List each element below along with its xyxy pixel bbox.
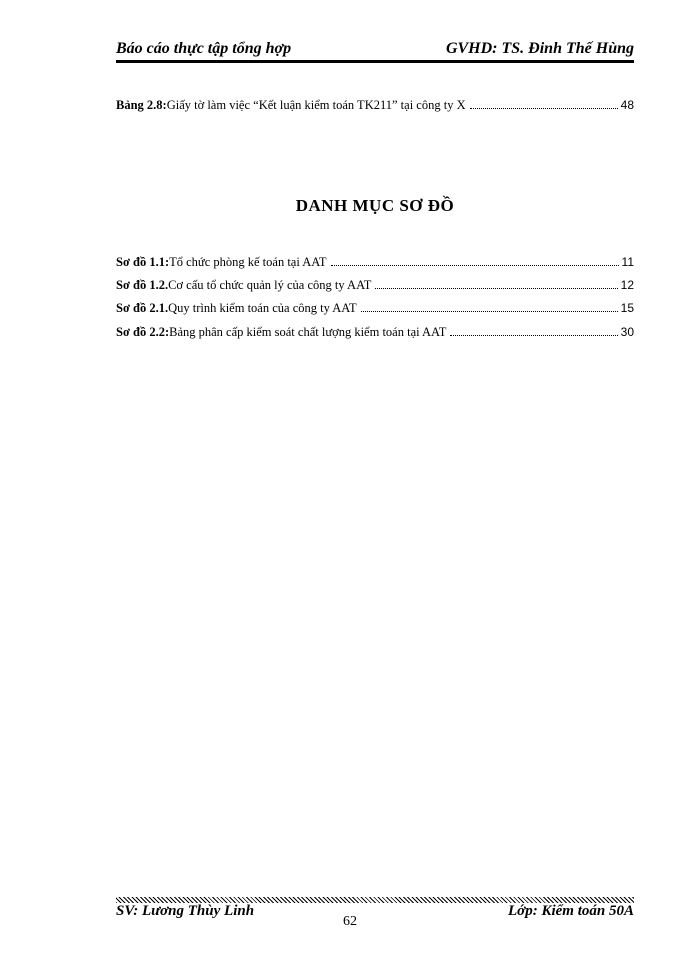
page-header — [116, 40, 634, 58]
item-page: 15 — [620, 301, 634, 315]
diagram-list-item[interactable] — [116, 325, 634, 340]
item-title: Cơ cấu tổ chức quản lý của công ty AAT — [168, 278, 372, 292]
table-list-item[interactable] — [116, 98, 634, 113]
leader-dots — [470, 107, 618, 109]
item-page: 30 — [620, 325, 634, 339]
item-title: Quy trình kiểm toán của công ty AAT — [168, 301, 357, 315]
diagram-list-item[interactable] — [116, 301, 634, 316]
diagram-list-item[interactable] — [116, 255, 634, 270]
item-number: Sơ đồ 2.1. — [116, 301, 169, 315]
supervisor-name: GVHD: TS. Đinh Thế Hùng — [445, 40, 634, 57]
leader-dots — [375, 287, 617, 289]
item-number: Sơ đồ 1.1: — [116, 255, 170, 269]
leader-dots — [361, 310, 618, 312]
student-name: SV: Lương Thùy Linh — [116, 903, 255, 919]
class-name: Lớp: Kiểm toán 50A — [508, 903, 634, 919]
item-number: Bảng 2.8: — [116, 98, 167, 112]
item-title: Bảng phân cấp kiểm soát chất lượng kiểm toán tại AAT — [169, 325, 447, 339]
leader-dots — [331, 264, 619, 266]
item-page: 11 — [621, 255, 634, 269]
leader-dots — [450, 334, 617, 336]
item-title: Giấy tờ làm việc “Kết luận kiểm toán TK211” tại công ty X — [166, 98, 466, 112]
item-page: 12 — [620, 278, 634, 292]
item-number: Sơ đồ 1.2. — [116, 278, 169, 292]
page-number: 62 — [343, 914, 357, 929]
item-number: Sơ đồ 2.2: — [116, 325, 170, 339]
item-title: Tổ chức phòng kế toán tại AAT — [169, 255, 327, 269]
diagram-list-item[interactable] — [116, 278, 634, 293]
item-page: 48 — [620, 98, 634, 112]
section-title: DANH MỤC SƠ ĐỒ — [295, 196, 455, 215]
report-title: Báo cáo thực tập tổng hợp — [116, 40, 292, 57]
header-rule — [116, 60, 634, 63]
